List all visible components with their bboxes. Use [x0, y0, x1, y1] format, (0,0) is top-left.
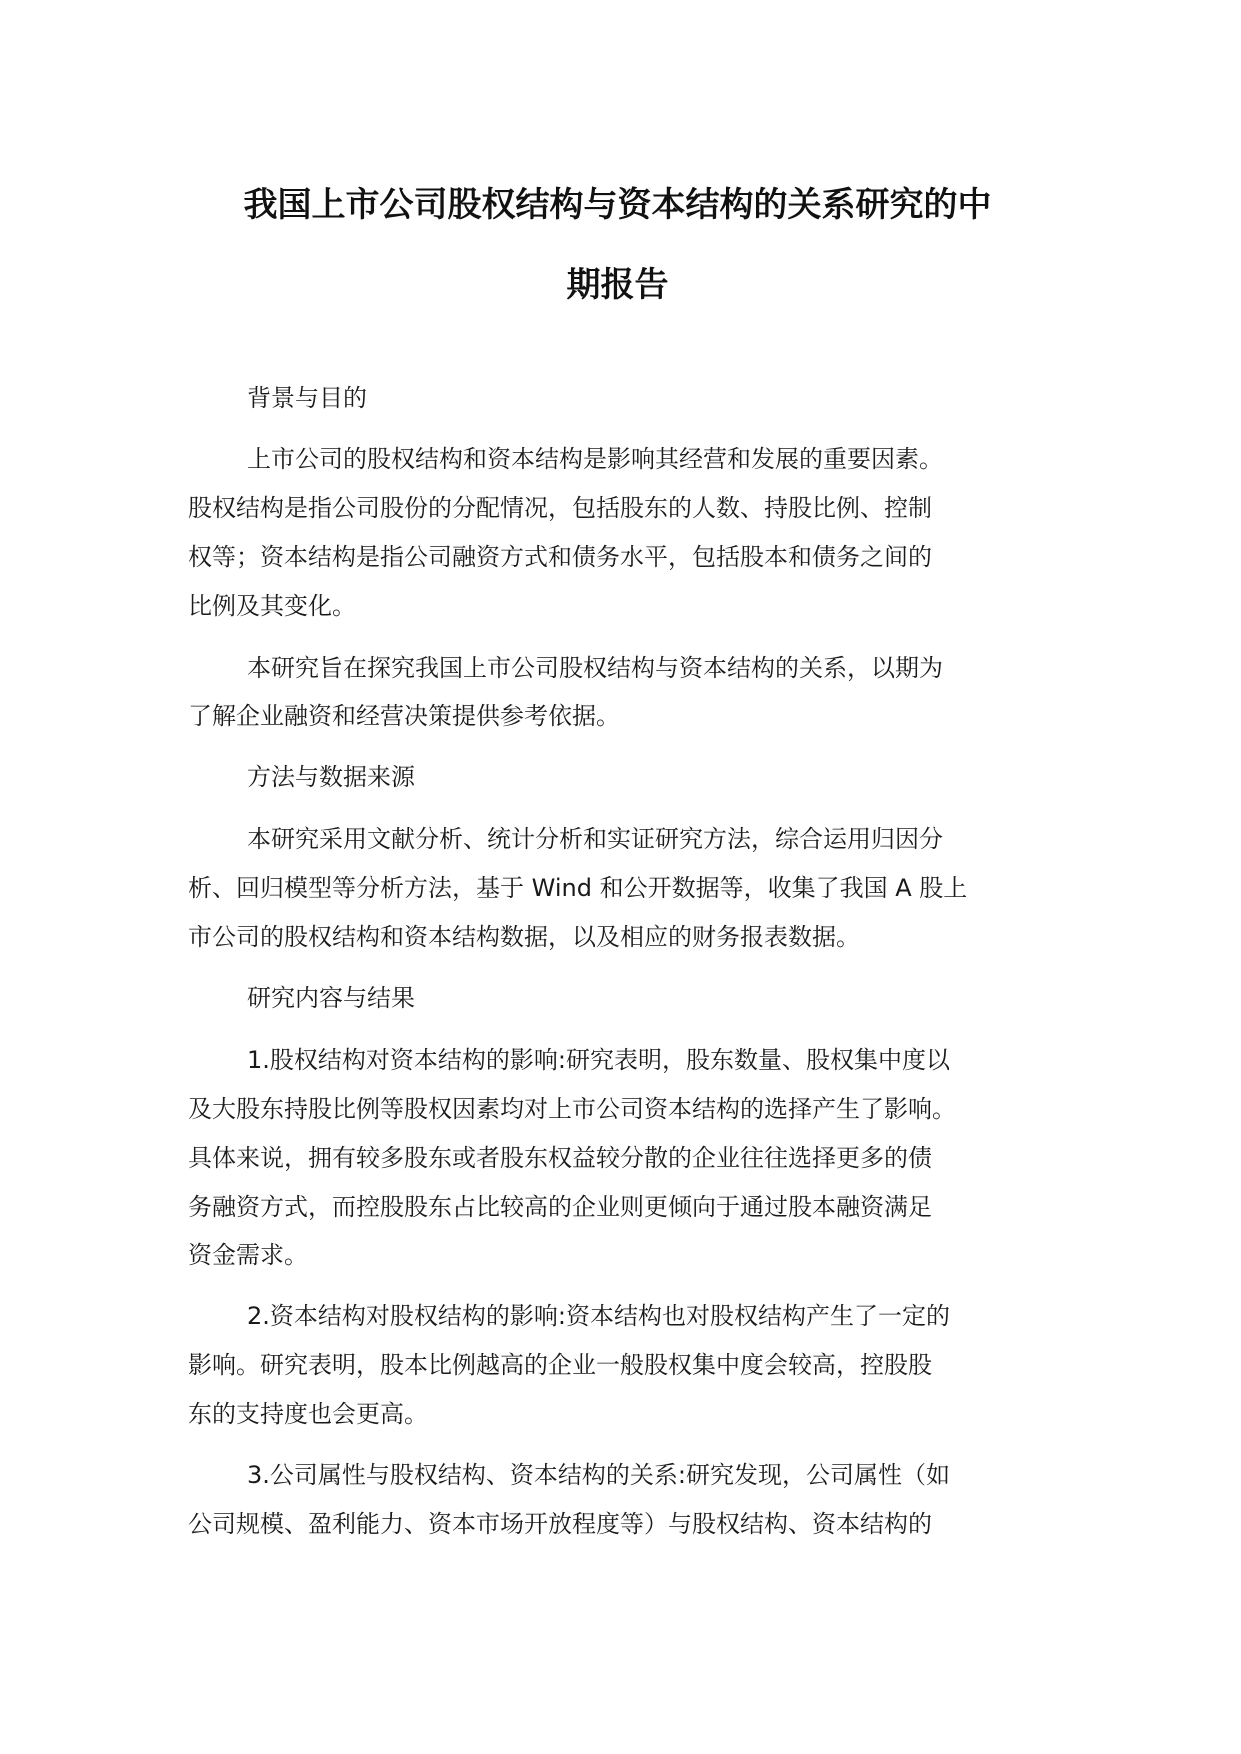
section-heading-background: 背景与目的 — [247, 384, 367, 412]
paragraph-line: 本研究采用文献分析、统计分析和实证研究方法，综合运用归因分 — [247, 825, 943, 853]
section-heading-methods: 方法与数据来源 — [247, 763, 415, 791]
paragraph-line: 资金需求。 — [188, 1241, 308, 1269]
section-heading-results: 研究内容与结果 — [247, 984, 415, 1012]
paragraph-line: 比例及其变化。 — [188, 592, 356, 620]
paragraph-line: 东的支持度也会更高。 — [188, 1400, 428, 1428]
paragraph-line: 公司规模、盈利能力、资本市场开放程度等）与股权结构、资本结构的 — [188, 1510, 932, 1538]
paragraph-line: 务融资方式，而控股股东占比较高的企业则更倾向于通过股本融资满足 — [188, 1193, 932, 1221]
paragraph-line: 影响。研究表明，股本比例越高的企业一般股权集中度会较高，控股股 — [188, 1351, 932, 1379]
document-title-line-1: 我国上市公司股权结构与资本结构的关系研究的中 — [243, 185, 992, 225]
paragraph-line: 了解企业融资和经营决策提供参考依据。 — [188, 702, 620, 730]
paragraph-line: 股权结构是指公司股份的分配情况，包括股东的人数、持股比例、控制 — [188, 494, 932, 522]
paragraph-line: 及大股东持股比例等股权因素均对上市公司资本结构的选择产生了影响。 — [188, 1095, 956, 1123]
paragraph-line: 权等；资本结构是指公司融资方式和债务水平，包括股本和债务之间的 — [188, 543, 932, 571]
paragraph-line: 1.股权结构对资本结构的影响:研究表明，股东数量、股权集中度以 — [247, 1046, 950, 1074]
paragraph-line: 具体来说，拥有较多股东或者股东权益较分散的企业往往选择更多的债 — [188, 1144, 932, 1172]
paragraph-line: 本研究旨在探究我国上市公司股权结构与资本结构的关系，以期为 — [247, 654, 943, 682]
paragraph-line: 2.资本结构对股权结构的影响:资本结构也对股权结构产生了一定的 — [247, 1302, 950, 1330]
document-title-line-2: 期报告 — [566, 265, 669, 305]
paragraph-line: 3.公司属性与股权结构、资本结构的关系:研究发现，公司属性（如 — [247, 1461, 950, 1489]
paragraph-line: 析、回归模型等分析方法，基于 Wind 和公开数据等，收集了我国 A 股上 — [188, 874, 968, 902]
paragraph-line: 市公司的股权结构和资本结构数据，以及相应的财务报表数据。 — [188, 923, 860, 951]
paragraph-line: 上市公司的股权结构和资本结构是影响其经营和发展的重要因素。 — [247, 445, 943, 473]
